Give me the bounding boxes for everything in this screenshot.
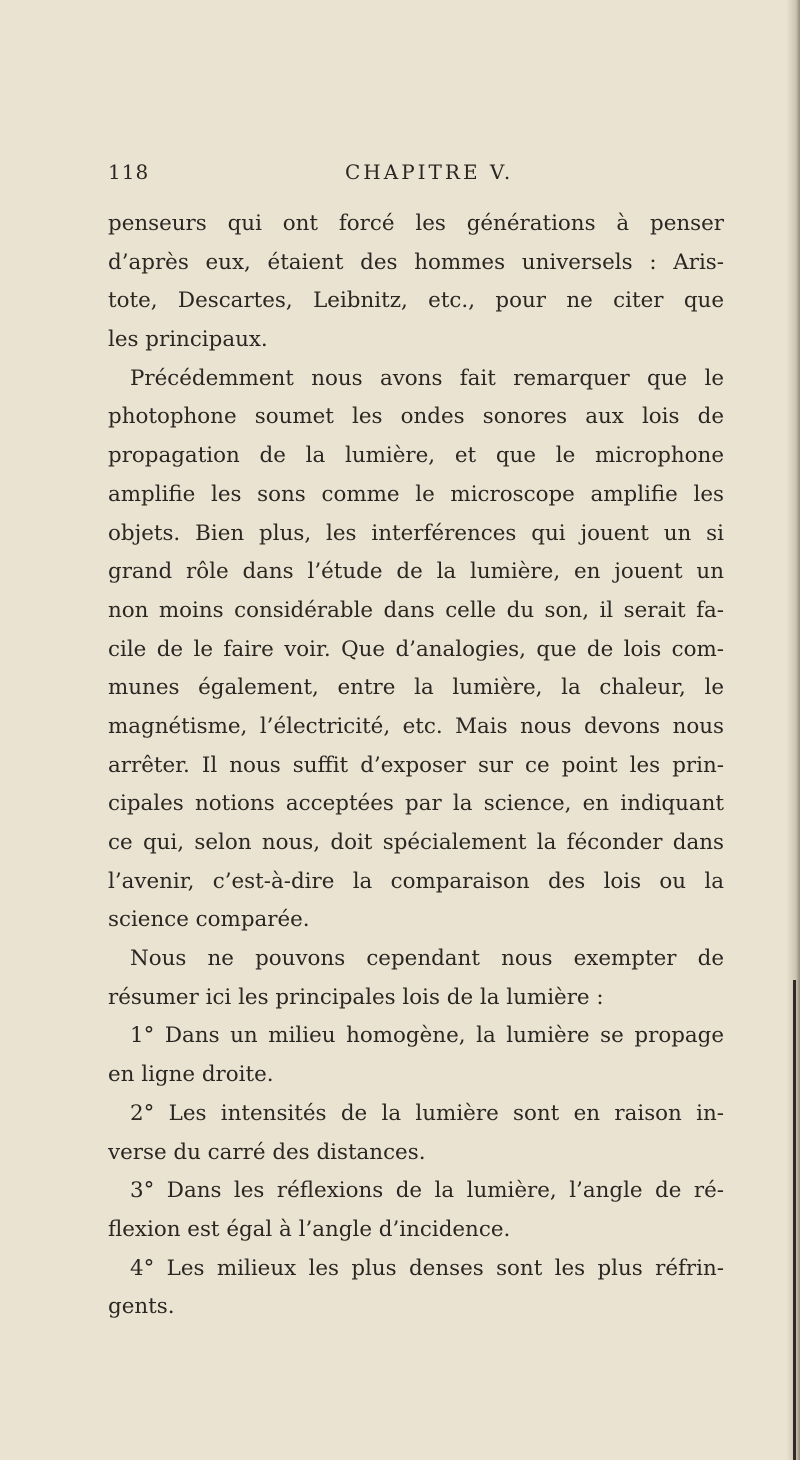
- text-line: non moins considérable dans celle du son, il serait fa-: [108, 597, 724, 623]
- text-line: magnétisme, l’électricité, etc. Mais nous devons nous: [108, 713, 724, 739]
- text-line: gents.: [108, 1294, 175, 1320]
- text-line: objets. Bien plus, les interférences qui jouent un si: [108, 520, 724, 546]
- text-line: photophone soumet les ondes sonores aux lois de: [108, 404, 724, 430]
- text-line: tote, Descartes, Leibnitz, etc., pour ne citer que: [108, 288, 724, 314]
- text-line: Nous ne pouvons cependant nous exempter de: [130, 946, 724, 972]
- text-line: 2° Les intensités de la lumière sont en raison in-: [130, 1100, 724, 1126]
- page-edge-line: [793, 980, 796, 1460]
- text-line: 1° Dans un milieu homogène, la lumière se propage: [130, 1023, 724, 1049]
- text-line: verse du carré des distances.: [108, 1139, 426, 1165]
- text-line: munes également, entre la lumière, la chaleur, le: [108, 675, 724, 701]
- page-number: 118: [108, 160, 150, 184]
- text-line: d’après eux, étaient des hommes universels : Aris-: [108, 249, 724, 275]
- text-line: flexion est égal à l’angle d’incidence.: [108, 1216, 511, 1242]
- text-line: résumer ici les principales lois de la lumière :: [108, 984, 604, 1010]
- text-line: grand rôle dans l’étude de la lumière, en jouent un: [108, 559, 724, 585]
- text-line: amplifie les sons comme le microscope amplifie les: [108, 481, 724, 507]
- text-line: cipales notions acceptées par la science, en indiquant: [108, 791, 724, 817]
- text-line: penseurs qui ont forcé les générations à penser: [108, 211, 724, 236]
- text-line: ce qui, selon nous, doit spécialement la féconder dans: [108, 830, 724, 855]
- text-line: propagation de la lumière, et que le microphone: [108, 443, 724, 469]
- chapter-title: CHAPITRE V.: [345, 160, 514, 184]
- text-line: les principaux.: [108, 327, 268, 353]
- text-line: en ligne droite.: [108, 1062, 274, 1088]
- text-line: l’avenir, c’est-à-dire la comparaison des lois ou la: [108, 868, 724, 894]
- text-line: science comparée.: [108, 907, 310, 933]
- text-line: arrêter. Il nous suffit d’exposer sur ce point les prin-: [108, 752, 724, 778]
- running-head: [108, 160, 718, 190]
- text-line: 3° Dans les réflexions de la lumière, l’angle de ré-: [130, 1178, 724, 1204]
- text-line: 4° Les milieux les plus denses sont les plus réfrin-: [130, 1255, 724, 1281]
- text-line: cile de le faire voir. Que d’analogies, que de lois com-: [108, 636, 724, 662]
- text-line: Précédemment nous avons fait remarquer que le: [130, 365, 724, 391]
- body-text: [108, 205, 724, 1327]
